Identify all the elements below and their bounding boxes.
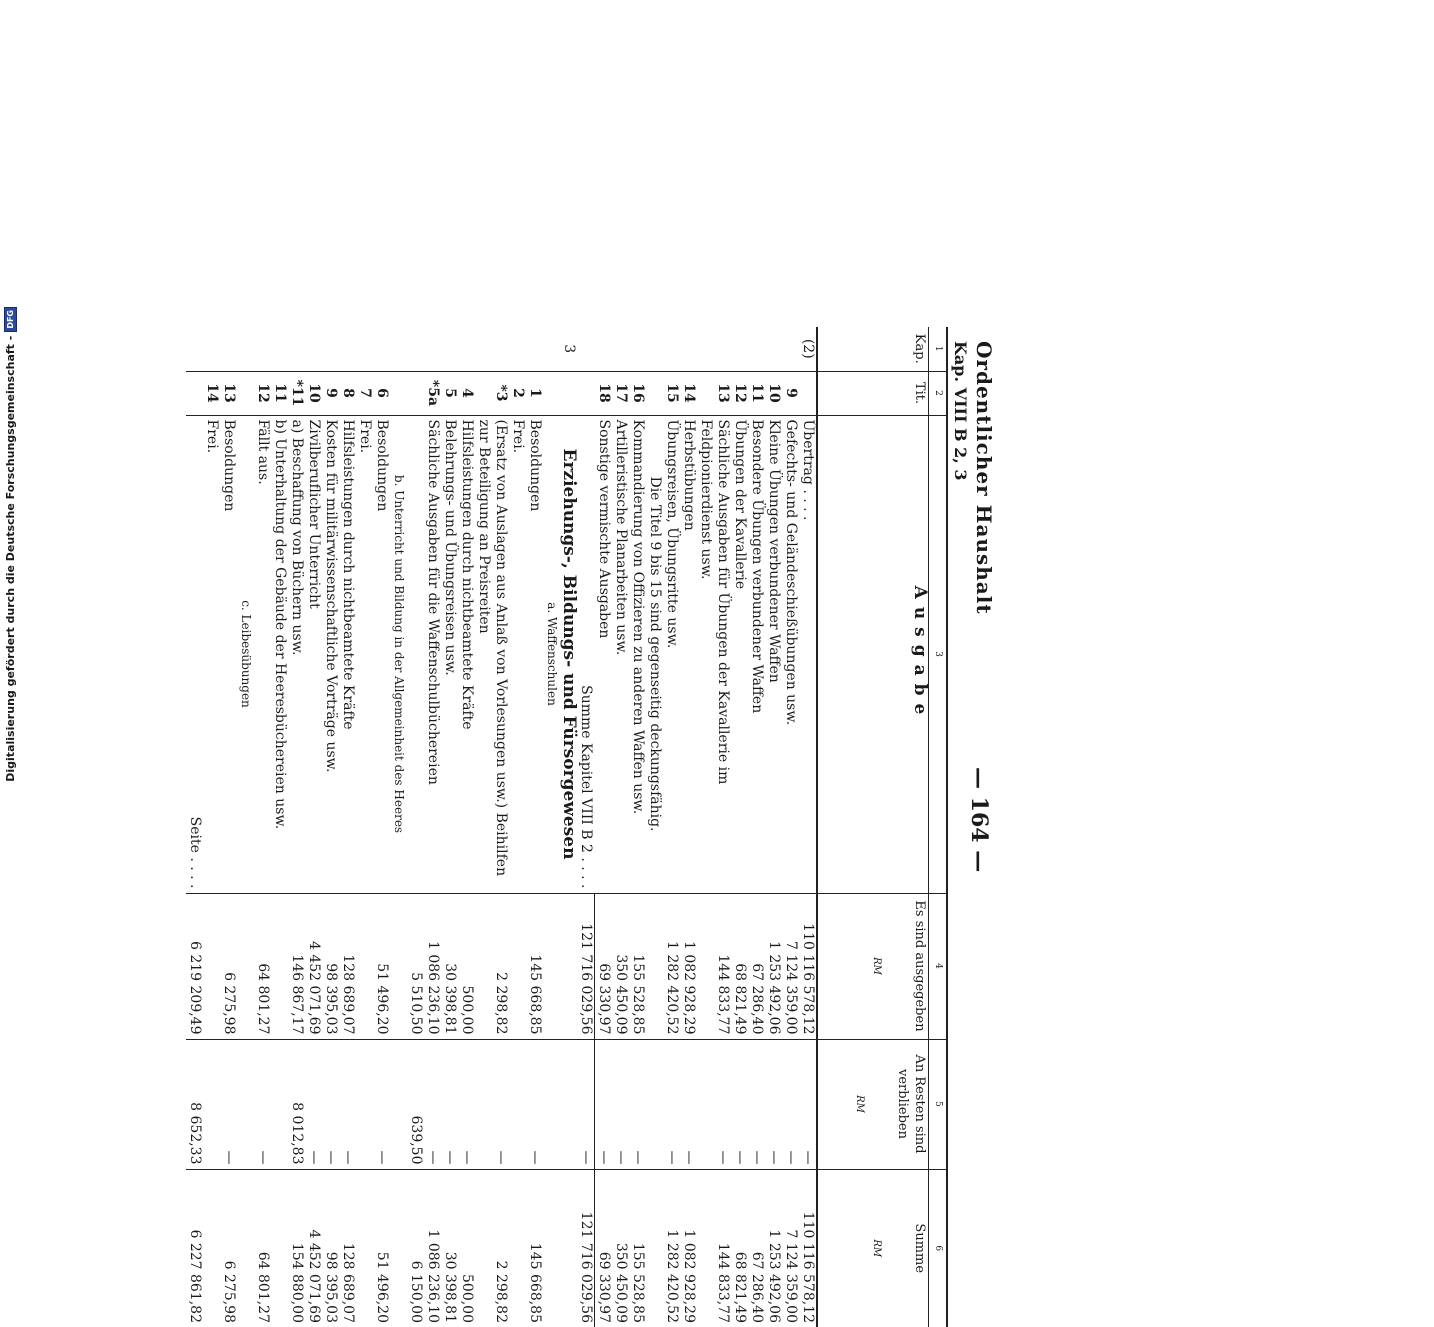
row-summe: 128 689,07 [340,1242,356,1323]
table-row [680,327,697,1327]
column-number-row [929,327,948,1327]
row-titel [799,371,817,415]
table-row [799,327,817,1327]
header-reste [817,1039,929,1169]
row-ausgegeben [560,893,577,1039]
row-ausgegeben: 500,00 [458,893,475,1039]
row-summe: 1 253 492,06 [766,1229,782,1323]
row-description: a) Beschaffung von Büchern usw. [288,415,305,893]
row-summe: 51 496,20 [374,1251,390,1323]
row-ausgegeben: 5 510,50 [407,893,424,1039]
row-kap: (2) [799,327,817,371]
row-ausgegeben: 350 450,09 [612,893,629,1039]
table-body [186,327,817,1327]
row-summe [646,1169,663,1327]
row-summe: 64 801,27 [255,1251,271,1323]
row-titel: 7 [356,371,373,415]
row-reste: — [697,1039,731,1169]
column-header-row [817,327,929,1327]
header-ausgabe: Ausgabe [817,415,929,893]
row-kap [322,327,339,371]
row-kap [288,327,305,371]
row-titel [186,371,203,415]
row-reste: — [595,1039,613,1169]
row-kap [237,327,254,371]
row-reste: — [458,1039,475,1169]
row-summe: 1 282 420,52 [664,1229,680,1323]
row-description: Zivilberuflicher Unterricht [305,415,322,893]
row-reste: — [680,1039,697,1169]
row-ausgegeben: 4 452 071,69 [305,893,322,1039]
row-kap [441,327,458,371]
row-description: Frei. [509,415,526,893]
row-reste: — [663,1039,680,1169]
row-summe: 7 124 359,00 [783,1229,799,1323]
table-row [220,327,237,1327]
row-reste [560,1039,577,1169]
table-row [765,327,782,1327]
row-ausgegeben: 128 689,07 [339,893,356,1039]
row-titel: 18 [595,371,613,415]
row-kap [526,327,543,371]
row-summe: 350 450,09 [613,1242,629,1323]
row-ausgegeben [509,893,526,1039]
table-row [254,327,271,1327]
colnum-2: 2 [929,371,948,415]
row-kap [254,327,271,371]
table-row [526,327,543,1327]
row-description: Erziehungs-, Bildungs- und Fürsorgewesen [560,415,577,893]
row-summe [356,1169,373,1327]
row-description: Frei. [203,415,220,893]
row-summe: 67 286,40 [749,1251,765,1323]
row-titel: 6 [373,371,390,415]
row-kap [748,327,765,371]
row-description: Sächliche Ausgaben für die Waffenschulbüchereien [424,415,441,893]
table-row [543,327,560,1327]
row-ausgegeben: 64 801,27 [254,893,271,1039]
table-row [629,327,646,1327]
table-row [305,327,322,1327]
row-titel: 9 [322,371,339,415]
row-kap: 3 [560,327,577,371]
row-kap [731,327,748,371]
table-row [458,327,475,1327]
row-description: Besondere Übungen verbundener Waffen [748,415,765,893]
row-reste: — [799,1039,817,1169]
row-summe: 2 298,82 [493,1260,509,1323]
table-row [322,327,339,1327]
row-reste: — [322,1039,339,1169]
row-kap [220,327,237,371]
row-kap [390,327,407,371]
row-kap [186,327,203,371]
row-reste [543,1039,560,1169]
row-titel: 12 [731,371,748,415]
row-description: Die Titel 9 bis 15 sind gegenseitig deckungsfähig. [646,415,663,893]
row-summe: 6 227 861,82 [187,1229,203,1323]
table-row [356,327,373,1327]
colnum-5: 5 [929,1039,948,1169]
table-row [731,327,748,1327]
row-titel: 11 [748,371,765,415]
row-titel [237,371,254,415]
row-description: Artilleristische Planarbeiten usw. [612,415,629,893]
header-kap: Kap. [817,327,929,371]
header-tit: Tit. [817,371,929,415]
row-titel: 5 [441,371,458,415]
row-reste [237,1039,254,1169]
header-summe-label: Summe [912,1223,927,1274]
row-ausgegeben: 98 395,03 [322,893,339,1039]
row-kap [339,327,356,371]
table-row [782,327,799,1327]
row-summe: 1 086 236,10 [425,1229,441,1323]
unit-label: RM [871,1239,882,1258]
chapter-reference: Kap. VIII B 2, 3 [951,341,970,481]
row-ausgegeben [646,893,663,1039]
row-titel: *11 [288,371,305,415]
row-description: Sächliche Ausgaben für Übungen der Kavallerie im Feldpionierdienst usw. [697,415,731,893]
row-summe: 155 528,85 [630,1242,646,1323]
page-number: — 164 — [966,767,992,873]
page-title: Ordentlicher Haushalt [972,341,996,615]
row-reste: — [373,1039,390,1169]
table-row [560,327,577,1327]
colnum-3: 3 [929,415,948,893]
row-reste: — [629,1039,646,1169]
table-row [288,327,305,1327]
row-titel: 1 [526,371,543,415]
row-reste [509,1039,526,1169]
row-kap [663,327,680,371]
row-summe: 30 398,81 [442,1251,458,1323]
row-ausgegeben: 1 282 420,52 [663,893,680,1039]
row-titel [390,371,407,415]
row-description: Kommandierung von Offizieren zu anderen Waffen usw. [629,415,646,893]
row-kap [782,327,799,371]
row-titel: 17 [612,371,629,415]
row-summe: 121 716 029,56 [577,1169,595,1327]
header-titles [951,341,996,615]
row-kap [475,327,509,371]
table-row [577,327,595,1327]
table-row [475,327,509,1327]
row-summe: 1 082 928,29 [681,1229,697,1323]
row-description: Seite . . . . [186,415,203,893]
row-summe: 6 150,00 [408,1260,424,1323]
row-ausgegeben [356,893,373,1039]
row-ausgegeben: 7 124 359,00 [782,893,799,1039]
table-row [203,327,220,1327]
table-row [509,327,526,1327]
row-ausgegeben: 121 716 029,56 [577,893,595,1039]
table-row [612,327,629,1327]
row-titel: *3 [475,371,509,415]
row-ausgegeben [237,893,254,1039]
row-description: Besoldungen [373,415,390,893]
row-description: Übungsreisen, Übungsritte usw. [663,415,680,893]
row-reste: 8 652,33 [186,1039,203,1169]
row-reste: — [220,1039,237,1169]
row-summe: 68 821,49 [732,1251,748,1323]
table-row [441,327,458,1327]
row-description: Hilfsleistungen durch nichtbeamtete Kräfte [458,415,475,893]
row-reste: — [782,1039,799,1169]
row-description: c. Leibesübungen [237,415,254,893]
row-titel: 15 [663,371,680,415]
row-kap [407,327,424,371]
row-ausgegeben: 155 528,85 [629,893,646,1039]
row-description [407,415,424,893]
row-kap [577,327,595,371]
row-titel: 14 [680,371,697,415]
row-summe [560,1169,577,1327]
row-titel: 9 [782,371,799,415]
table-row [373,327,390,1327]
row-reste: — [441,1039,458,1169]
row-reste: — [526,1039,543,1169]
row-titel: 10 [765,371,782,415]
row-reste: 639,50 [407,1039,424,1169]
row-ausgegeben [543,893,560,1039]
row-ausgegeben: 68 821,49 [731,893,748,1039]
row-description: Gefechts- und Geländeschießübungen usw. [782,415,799,893]
colnum-4: 4 [929,893,948,1039]
dfg-logo: DFG [4,307,17,332]
credit-text: Digitalisierung gefördert durch die Deutsche Forschungsgemeinschaft - [3,335,17,782]
row-description: Übungen der Kavallerie [731,415,748,893]
header-reste-label: An Resten sind verblieben [895,1054,927,1154]
row-reste: — [731,1039,748,1169]
row-ausgegeben: 6 219 209,49 [186,893,203,1039]
row-kap [697,327,731,371]
row-ausgegeben: 144 833,77 [697,893,731,1039]
row-titel: 12 [254,371,271,415]
row-kap [271,327,288,371]
row-summe [203,1169,220,1327]
row-description: b) Unterhaltung der Gebäude der Heeresbüchereien usw. [271,415,288,893]
row-ausgegeben: 30 398,81 [441,893,458,1039]
row-kap [765,327,782,371]
row-reste: — [612,1039,629,1169]
row-summe [509,1169,526,1327]
row-summe: 110 116 578,12 [800,1211,816,1323]
table-row [424,327,441,1327]
unit-label: RM [854,1095,865,1113]
row-reste: — [765,1039,782,1169]
row-summe: 500,00 [459,1274,475,1323]
row-description: Sonstige vermischte Ausgaben [595,415,613,893]
rotated-ledger-page [0,327,1002,1327]
table-row [646,327,663,1327]
table-row [595,327,613,1327]
row-summe [237,1169,254,1327]
row-ausgegeben: 67 286,40 [748,893,765,1039]
row-summe: 144 833,77 [715,1242,731,1323]
row-description: Kleine Übungen verbundener Waffen [765,415,782,893]
row-ausgegeben: 6 275,98 [220,893,237,1039]
row-kap [680,327,697,371]
row-description: Herbstübungen [680,415,697,893]
row-titel: 13 [697,371,731,415]
row-reste: — [475,1039,509,1169]
row-reste: — [339,1039,356,1169]
row-summe: 145 668,85 [527,1242,543,1323]
row-reste [390,1039,407,1169]
row-summe [271,1169,288,1327]
row-titel [560,371,577,415]
row-description: Besoldungen [526,415,543,893]
row-description: Summe Kapitel VIII B 2 . . . . [577,415,595,893]
row-kap [509,327,526,371]
row-ausgegeben: 2 298,82 [475,893,509,1039]
row-reste: — [424,1039,441,1169]
row-titel: 14 [203,371,220,415]
table-row [663,327,680,1327]
row-ausgegeben: 51 496,20 [373,893,390,1039]
row-titel [646,371,663,415]
row-ausgegeben: 110 116 578,12 [799,893,817,1039]
row-summe: 154 880,00 [289,1242,305,1323]
row-summe: 6 275,98 [221,1260,237,1323]
row-titel: 16 [629,371,646,415]
row-kap [373,327,390,371]
row-summe: 69 330,97 [596,1251,612,1323]
row-kap [543,327,560,371]
row-description: b. Unterricht und Bildung in der Allgemeinheit des Heeres [390,415,407,893]
budget-table [186,327,948,1327]
row-kap [203,327,220,371]
row-description: Hilfsleistungen durch nichtbeamtete Kräfte [339,415,356,893]
row-ausgegeben: 146 867,17 [288,893,305,1039]
row-reste [646,1039,663,1169]
row-titel [543,371,560,415]
row-titel: 13 [220,371,237,415]
row-summe [390,1169,407,1327]
row-ausgegeben: 1 253 492,06 [765,893,782,1039]
row-kap [305,327,322,371]
row-ausgegeben [390,893,407,1039]
header-ausgegeben-label: Es sind ausgegeben [912,900,927,1032]
table-row [271,327,288,1327]
row-description: a. Waffenschulen [543,415,560,893]
table-row [748,327,765,1327]
table-row [407,327,424,1327]
row-reste [356,1039,373,1169]
row-ausgegeben: 69 330,97 [595,893,613,1039]
row-kap [595,327,613,371]
header-summe [817,1169,929,1327]
row-ausgegeben: 1 086 236,10 [424,893,441,1039]
row-titel: 10 [305,371,322,415]
table-row [390,327,407,1327]
row-summe: 4 452 071,69 [306,1229,322,1323]
colnum-1: 1 [929,327,948,371]
table-row [186,327,203,1327]
row-ausgegeben: 145 668,85 [526,893,543,1039]
row-titel: 11 [271,371,288,415]
row-description: Übertrag . . . . [799,415,817,893]
row-description: Fällt aus. [254,415,271,893]
row-titel [577,371,595,415]
row-reste [203,1039,220,1169]
row-reste: — [577,1039,595,1169]
row-reste: 8 012,83 [288,1039,305,1169]
header-ausgegeben [817,893,929,1039]
row-reste: — [254,1039,271,1169]
row-kap [646,327,663,371]
row-summe: 98 395,03 [323,1251,339,1323]
row-kap [356,327,373,371]
row-description: Kosten für militärwissenschaftliche Vorträge usw. [322,415,339,893]
row-titel: 8 [339,371,356,415]
row-kap [424,327,441,371]
row-description: Belehrungs- und Übungsreisen usw. [441,415,458,893]
row-summe [543,1169,560,1327]
row-kap [629,327,646,371]
row-description: Frei. [356,415,373,893]
table-row [697,327,731,1327]
unit-label: RM [871,957,882,975]
row-kap [612,327,629,371]
row-titel: 2 [509,371,526,415]
row-ausgegeben [271,893,288,1039]
page-header [952,327,1002,1327]
table-row [237,327,254,1327]
row-titel: 4 [458,371,475,415]
row-titel: *5a [424,371,441,415]
row-ausgegeben: 1 082 928,29 [680,893,697,1039]
row-titel [407,371,424,415]
row-reste: — [748,1039,765,1169]
row-reste [271,1039,288,1169]
colnum-6: 6 [929,1169,948,1327]
row-description: (Ersatz von Auslagen aus Anlaß von Vorlesungen usw.) Beihilfen zur Beteiligung an Preisreiten [475,415,509,893]
table-row [339,327,356,1327]
row-description: Besoldungen [220,415,237,893]
row-kap [458,327,475,371]
row-reste: — [305,1039,322,1169]
row-ausgegeben [203,893,220,1039]
